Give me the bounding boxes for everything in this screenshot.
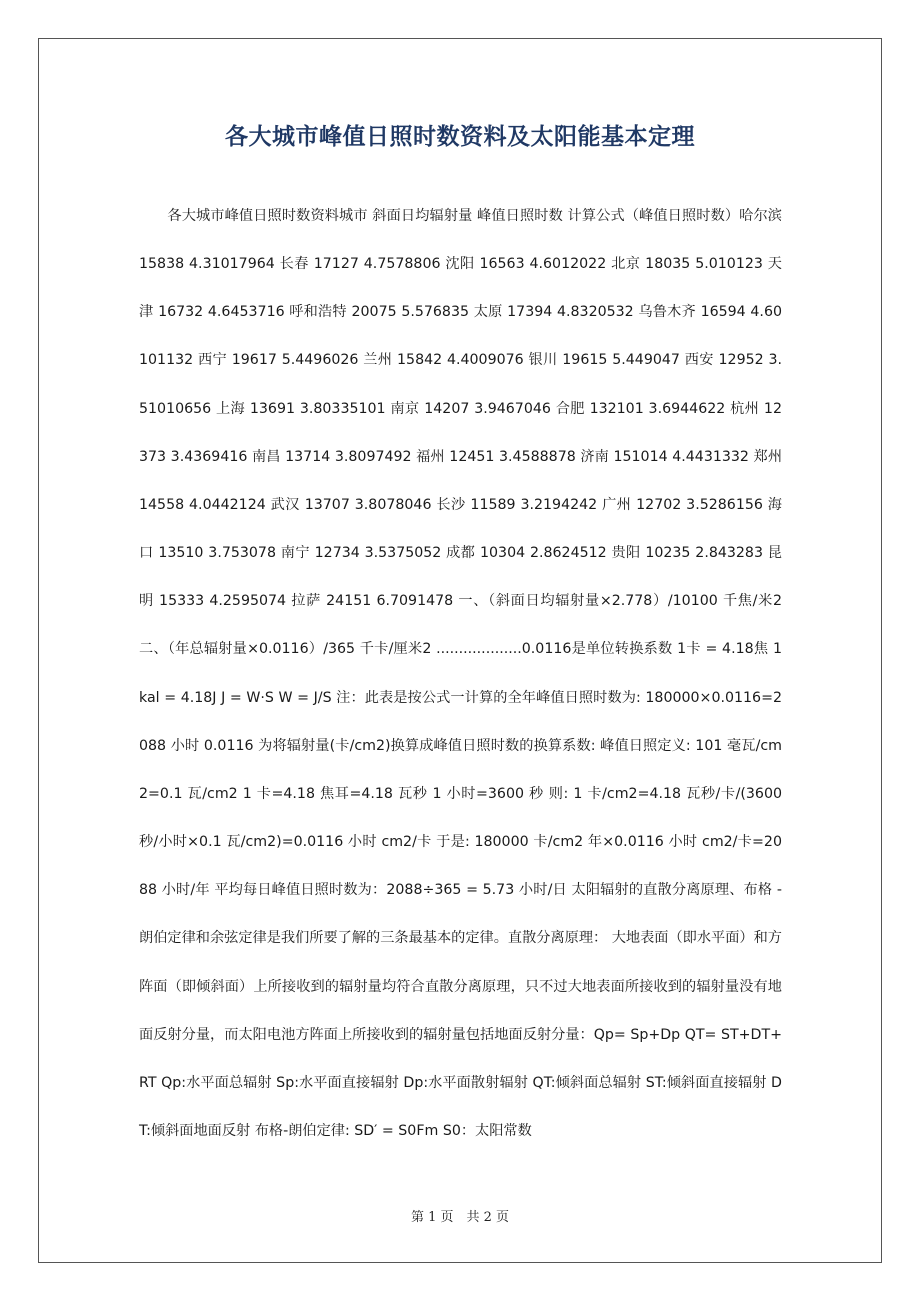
document-title: 各大城市峰值日照时数资料及太阳能基本定理 [225,124,695,150]
document-body-text: 各大城市峰值日照时数资料城市 斜面日均辐射量 峰值日照时数 计算公式（峰值日照时数）哈尔滨 15838 4.31017964 长春 17127 4.7578806 沈阳 16563 4.6012022 北京 18035 5.010123 天津 16732 4.6453716 呼和浩特 20075 5.576835 太原 17394 4.8320532 乌鲁木齐 16594 4.60101132 西宁 19617 5.4496026 兰州 15842 4.4009076 银川 19615 5.449047 西安 12952 3.51010656 上海 13691 3.80335101 南京 14207 3.9467046 合肥 132101 3.6944622 杭州 12373 3.4369416 南昌 13714 3.8097492 福州 12451 3.4588878 济南 151014 4.4431332 郑州 14558 4.0442124 武汉 13707 3.8078046 长沙 11589 3.2194242 广州 12702 3.5286156 海口 13510 3.753078 南宁 12734 3.5375052 成都 10304 2.8624512 贵阳 10235 2.843283 昆明 15333 4.2595074 拉萨 24151 6.7091478 一、（斜面日均辐射量×2.778）/10100 千焦/米2 二、（年总辐射量×0.0116）/365 千卡/厘米2 ...................0.0116是单位转换系数 1卡 = 4.18焦 1 kal = 4.18J J = W·S W = J/S 注：此表是按公式一计算的全年峰值日照时数为: 180000×0.0116=2088 小时 0.0116 为将辐射量(卡/cm2)换算成峰值日照时数的换算系数: 峰值日照定义: 101 毫瓦/cm2=0.1 瓦/cm2 1 卡=4.18 焦耳=4.18 瓦秒 1 小时=3600 秒 则: 1 卡/cm2=4.18 瓦秒/卡/(3600 秒/小时×0.1 瓦/cm2)=0.0116 小时 cm2/卡 于是: 180000 卡/cm2 年×0.0116 小时 cm2/卡=2088 小时/年 平均每日峰值日照时数为：2088÷365 = 5.73 小时/日 太阳辐射的直散分离原理、布格 - 朗伯定律和余弦定律是我们所要了解的三条最基本的定律。直散分离原理： 大地表面（即水平面）和方阵面（即倾斜面）上所接收到的辐射量均符合直散分离原理，只不过大地表面所接收到的辐射量没有地面反射分量，而太阳电池方阵面上所接收到的辐射量包括地面反射分量：Qp= Sp+Dp QT= ST+DT+RT Qp:水平面总辐射 Sp:水平面直接辐射 Dp:水平面散射辐射 QT:倾斜面总辐射 ST:倾斜面直接辐射 DT:倾斜面地面反射 布格-朗伯定律: SD′ = S0Fm S0：太阳常数 [139,208,783,1139]
page-number: 第 1 页 共 2 页 [410,1210,510,1225]
